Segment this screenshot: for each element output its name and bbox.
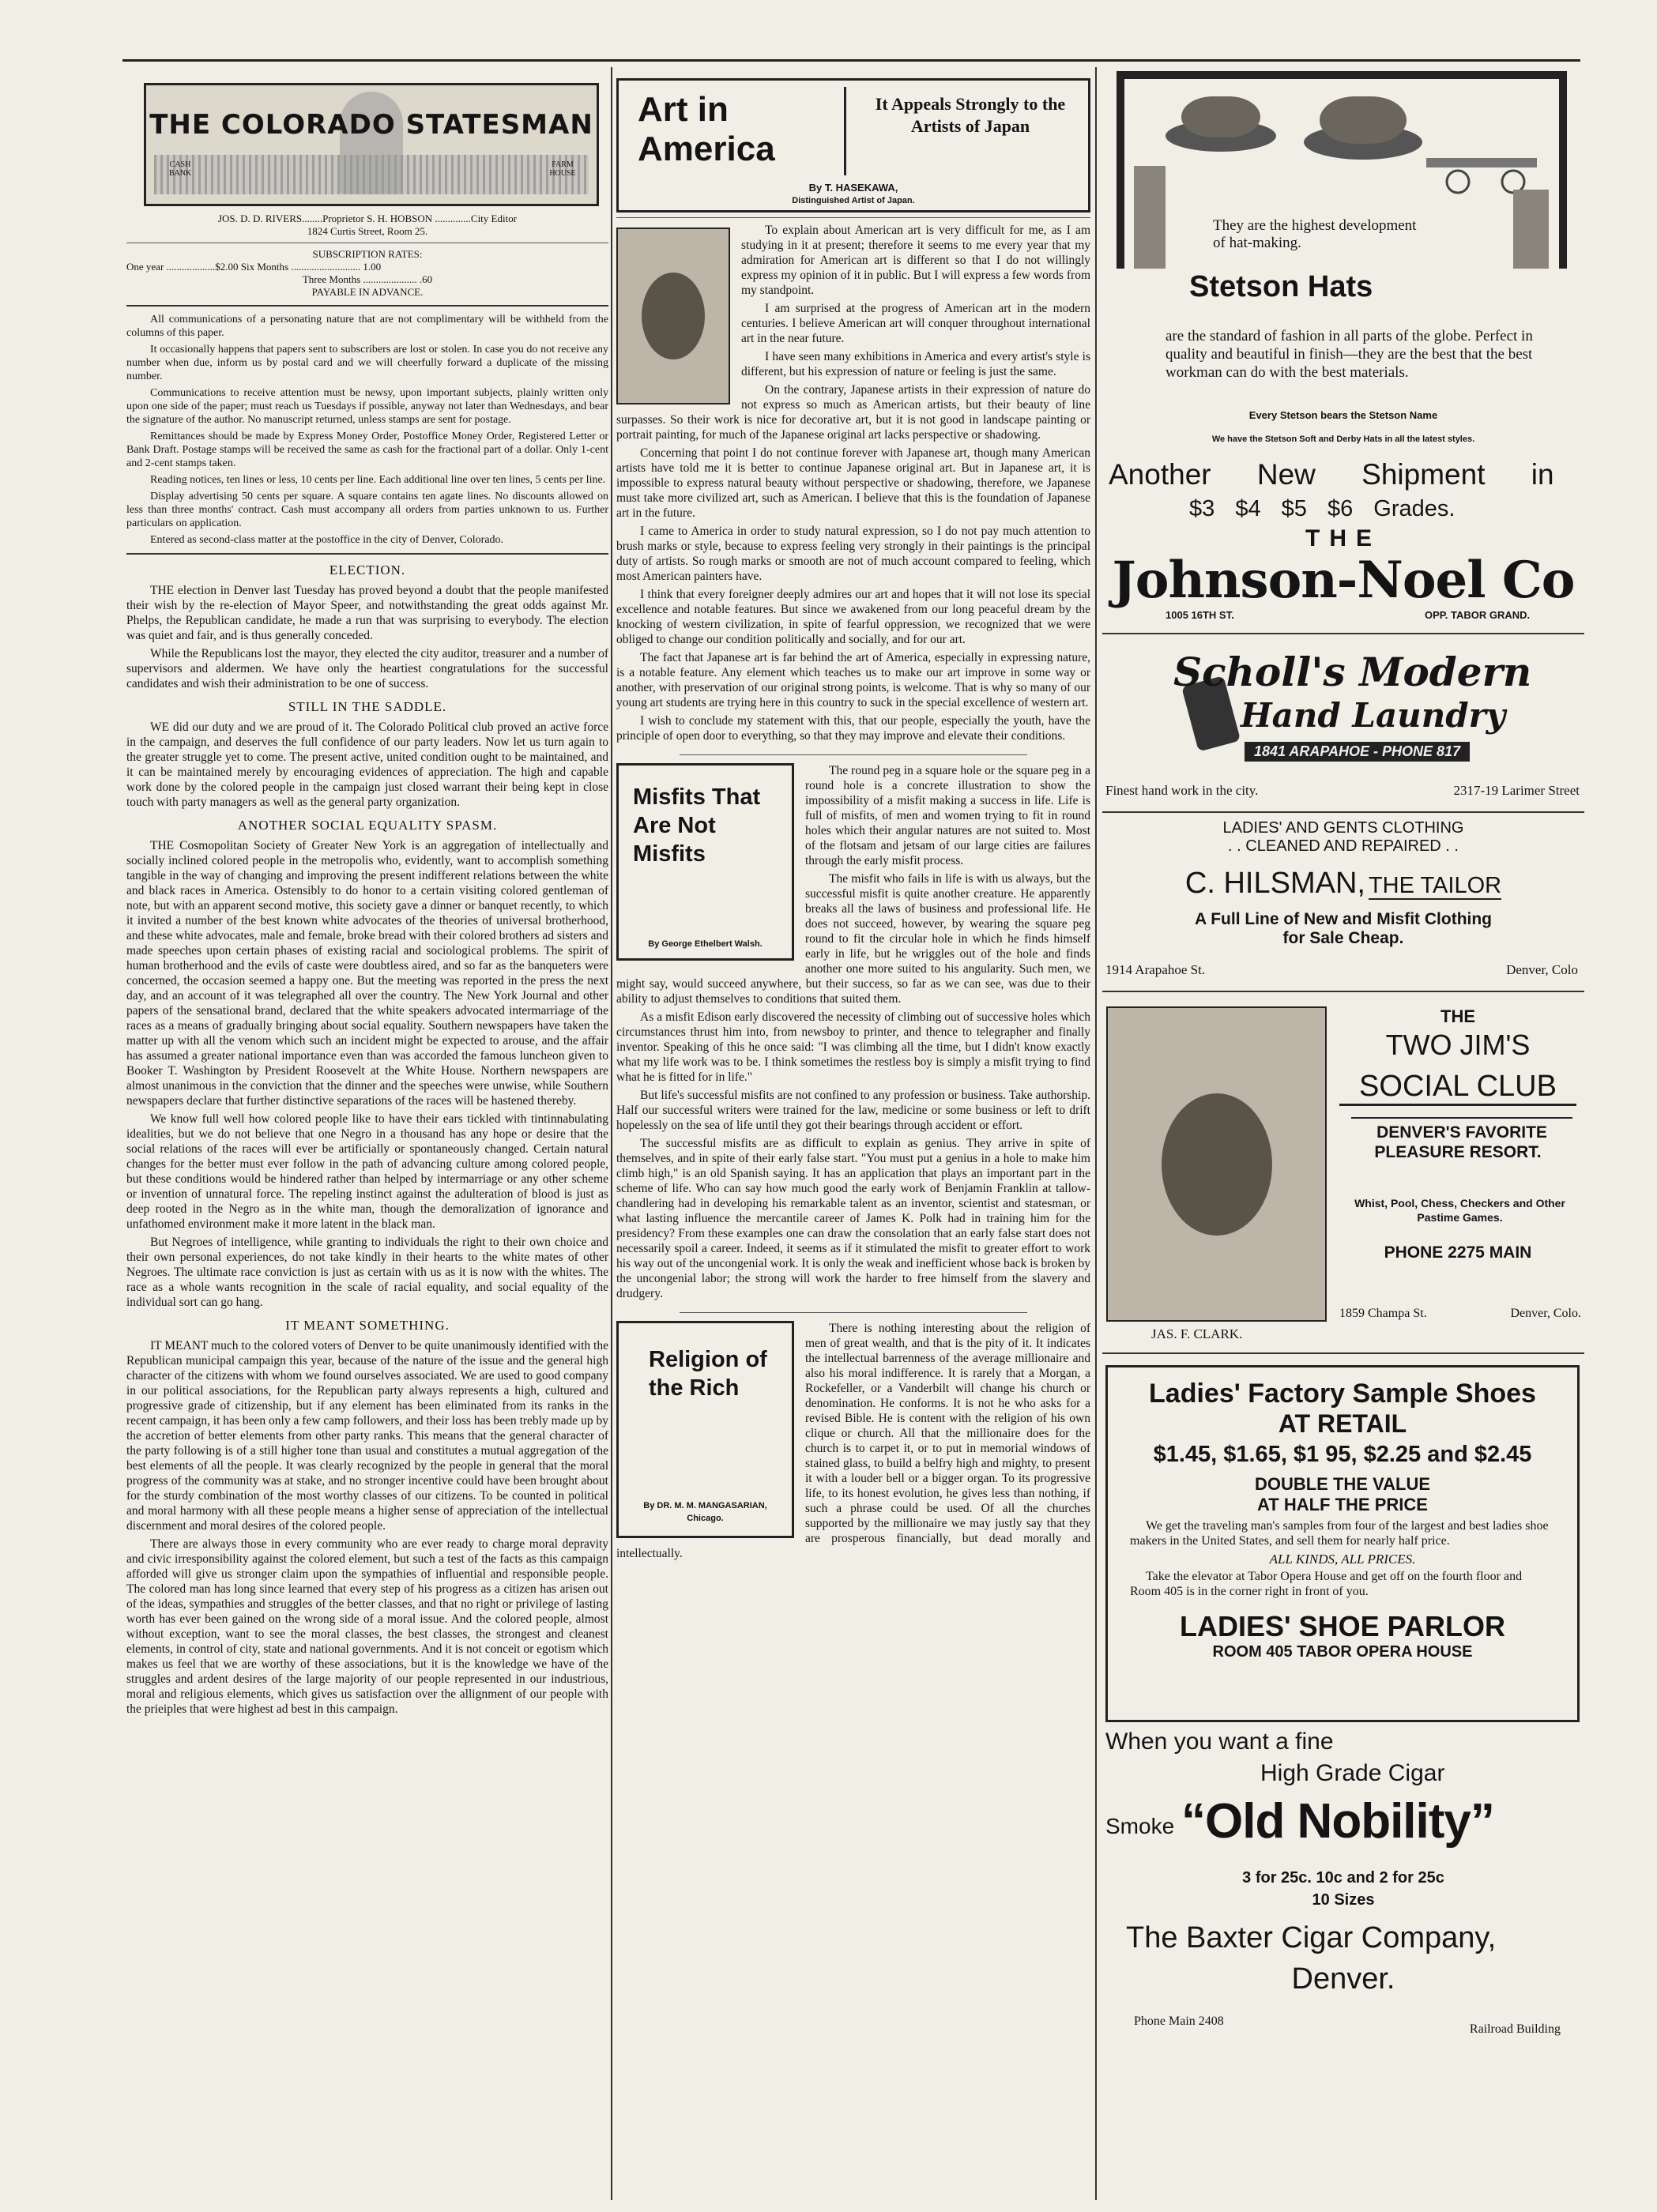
portrait-face: [642, 273, 705, 359]
article-paragraph: To explain about American art is very difficult for me, as I am studying in it at present; therefore it seems to me every year that my admiration for American art is different so that I do not willingly express my opinion of it in public. But I will express a few words from my standpoint.: [741, 224, 1090, 297]
subscription-heading: SUBSCRIPTION RATES:: [312, 248, 423, 260]
scholls-service: Hand Laundry: [1241, 696, 1506, 735]
jims-the: THE: [1440, 1006, 1475, 1026]
article-paragraph: But life's successful misfits are not confined to any profession or business. Take authorship. Half our successful writers were trained for the law, medicine or some business or left to drift hopelessly on the sea of life until they got their bearings through accident or effort.: [616, 1089, 1090, 1132]
office-address: 1824 Curtis Street, Room 25.: [307, 225, 428, 237]
notice: All communications of a personating nature that are not complimentary will be withheld from the columns of this paper.: [126, 314, 608, 339]
scholls-laundry-ad: [1102, 641, 1584, 783]
article-paragraph: The misfit who fails in life is with us always, but the successful misfit is quite another creature. He apparently breaks all the laws of business and professional life. He does not succeed, however, by wearing the square peg round to fit the circular hole in which he finds himself early in life, but he wriggles out of the hole and finds another one more suited to his angularity. Such men, we might say, would succeed anywhere, but their success, so far as we can see, was due to their ability to adjust themselves to conditions that suited them.: [616, 872, 1090, 1006]
stetson-intro: They are the highest development of hat-making.: [1213, 217, 1417, 251]
staff-line: JOS. D. D. RIVERS........Proprietor S. H. HOBSON ..............City Editor: [217, 213, 518, 224]
hilsman-line2: . . CLEANED AND REPAIRED . .: [1228, 837, 1459, 855]
editorial-heading: ELECTION.: [329, 562, 406, 577]
editorial-heading: ANOTHER SOCIAL EQUALITY SPASM.: [237, 818, 498, 833]
shoes-retail: AT RETAIL: [1278, 1409, 1407, 1438]
article-paragraph: I have seen many exhibitions in America and every artist's style is different, but his expression of nature or feeling is just the same.: [741, 350, 1090, 378]
hilsman-tailor: THE TAILOR: [1368, 873, 1502, 898]
subscription-line: Three Months ..................... .60: [302, 273, 433, 285]
cigar-company: The Baxter Cigar Company,: [1126, 1921, 1497, 1954]
hilsman-address: 1914 Arapahoe St.: [1105, 962, 1206, 977]
hilsman-footer: [1102, 962, 1584, 984]
editorial-paragraph: THE Cosmopolitan Society of Greater New York is an aggregation of intellectually and socially inclined colored people in the metropolis who, evidently, want to accomplish something tangible in the way of changing and improving the present indifferent relations between the white and black races in America. Ostensibly to do honor to a certain visiting colored gentleman of note, but with an apparent second motive, this society gave a dinner or banquet recently, to which it invited a number of the best known white advocates of the theories of universal brotherhood, and these white advocates, male and female, broke bread with their colored brothers ad sisters and made speeches upon certain phases of existing racial and sociological problems. The spirit of human brotherhood and the evils of caste were doubtless aired, and so far as the banqueters were concerned, the occasion seemed a happy one. But the meeting was reported in the press the next day, and an account of it was telegraphed all over the country. The New York Journal and other papers of the sensational brand, declared that the white speakers advocated intermarriage of the races as a means of gradually bringing about social equality. Southern newspapers have taken the matter up with all the venom which such an incident might be expected to arouse, and the affair has assumed a greater national importance even than was accorded the famous luncheon given to Booker T. Washington by President Roosevelt at the White House. Northern newspapers are almost unanimous in the conviction that the dinner and the speeches were unwise, while Southern newspapers declare that further distinctive separations of the races will be hastened thereby.: [126, 839, 608, 1108]
article-paragraph: The round peg in a square hole or the square peg in a round hole is a concrete illustration to show the impossibility of a misfit making a success in life. Life is full of misfits, of men and women trying to fit in round holes which their angular natures are not suited to. Most of the flotsam and jetsam of our large cities are failures through the early misfit process.: [805, 764, 1090, 867]
art-byline: By T. HASEKAWA,: [808, 182, 898, 194]
column-features: [616, 67, 1090, 2200]
notice: Entered as second-class matter at the postoffice in the city of Denver, Colorado.: [150, 534, 504, 546]
religion-byline-city: Chicago.: [687, 1514, 724, 1523]
stetson-title: Stetson Hats: [1189, 270, 1373, 303]
editorial-paragraph: WE did our duty and we are proud of it. The Colorado Political club proved an active force in the campaign, and deserves the full confidence of our party leaders. Now let us turn again to the greater struggle yet to come. The present active, united condition ought to be maintained, and it can be maintained merely by encouraging evidences of appreciation. The high and capable work done by the colored people in the campaign just closed warrant their being kept in close touch with party managers as well as the general party organization.: [126, 720, 608, 809]
notice: It occasionally happens that papers sent to subscribers are lost or stolen. In case you do not receive any number when due, inform us by postal card and we will cheerfully forward a duplicate of the missing number.: [126, 344, 608, 382]
grades-line: $3 $4 $5 $6 Grades.: [1189, 496, 1456, 521]
notice: Reading notices, ten lines or less, 10 cents per line. Each additional line over ten lines, 5 cents per line.: [150, 474, 606, 486]
scholls-name: Scholl's Modern: [1173, 649, 1532, 695]
shoes-parlor: LADIES' SHOE PARLOR: [1180, 1610, 1505, 1642]
notice: Display advertising 50 cents per square. A square contains ten agate lines. No discounts allowed on less than three months' contract. Cash must accompany all orders from parties unknown to us. Further particulars on application.: [126, 491, 608, 529]
editorial-paragraph: THE election in Denver last Tuesday has proved beyond a doubt that the people manifested their wish by the re-election of Mayor Speer, and notwithstanding the great odds against Mr. Phelps, the Republican candidate, he made a run that was surprising to everybody. The election was quiet and fair, and is thus generally conceded.: [126, 584, 608, 642]
cigar-building: Railroad Building: [1469, 2022, 1561, 2036]
editorial-paragraph: While the Republicans lost the mayor, they elected the city auditor, treasurer and a number of supervisors and aldermen. We have only the heartiest congratulations for the successful candidates and wish their administration to be one of success.: [126, 647, 608, 690]
article-paragraph: There is nothing interesting about the religion of men of great wealth, and that is the pity of it. It indicates the intellectual barrenness of the average millionaire and also his moral indifference. It is rarely that a Morgan, a Rockefeller, or a Vanderbilt will change his church or denomination. He conforms. It is not he who asks for a revised Bible. He is content with the religion of his own clique or church. All that the millionaire does for the church is to carpet it, or to put in memorial windows of stained glass, to build a belfry high and mighty, to present it with a louder bell or a bigger organ. To its progressive life, to its honest evolution, he gives less than nothing, if such a phrase could be used. Of all the churches supported by the millionaire we may justly say that they are prosperous financially, but dead morally and intellectually.: [616, 1322, 1090, 1560]
johnson-address: 1005 16TH ST.: [1166, 609, 1234, 621]
cigar-city: Denver.: [1291, 1962, 1395, 1996]
article-paragraph: I came to America in order to study natural expression, so I do not pay much attention to brush marks or style, because to express feeling very strongly in their paintings is the principal duty of artists. So rough marks or smooth are not of much account compared to feeling, which most American painters have.: [616, 525, 1090, 583]
art-title: Art in America: [625, 87, 846, 175]
jims-club: SOCIAL CLUB: [1339, 1070, 1576, 1106]
editorial-heading: IT MEANT SOMETHING.: [285, 1318, 450, 1333]
subscription-line: One year ...................$2.00 Six Months ........................... 1.00: [126, 261, 382, 273]
cigar-line1: When you want a fine: [1105, 1729, 1334, 1755]
editorial-paragraph: But Negroes of intelligence, while granting to individuals the right to their own choice and their own personal experiences, do not take kindly in their hearts to the white mates of other Negroes. The ultimate race conviction is just as certain with us as it is now with the whites. The race as a whole wants recognition in the scale of racial equality, and social equality of the individual sort can go hang.: [126, 1236, 608, 1309]
shoes-text: We get the traveling man's samples from four of the largest and best ladies shoe makers in the United States, and sell them for nearly half price.: [1130, 1519, 1549, 1548]
shoes-prices: $1.45, $1.65, $1 95, $2.25 and $2.45: [1153, 1442, 1532, 1467]
misfits-header: [616, 763, 794, 961]
editorial-heading: STILL IN THE SADDLE.: [288, 699, 447, 714]
misfits-byline: By George Ethelbert Walsh.: [648, 939, 763, 949]
hilsman-city: Denver, Colo: [1506, 962, 1578, 977]
subscription-line: PAYABLE IN ADVANCE.: [311, 286, 424, 298]
jims-phone: PHONE 2275 MAIN: [1384, 1243, 1532, 1262]
article-paragraph: I think that every foreigner deeply admires our art and hopes that it will not lose its special excellence and notable features. But since we awakened from our long peaceful dream by the knocking of western civilization, in spite of fearful oppression, we recognized that we were obliged to change our condition politically and socially, and for our art.: [616, 588, 1090, 646]
johnson-noel-logo: Johnson-Noel Co: [1112, 551, 1575, 610]
article-paragraph: On the contrary, Japanese artists in their expression of nature do not express so much as American artists, but their beauty of line surpasses. So their work is nice for decorative art, but it is not good in landscape painting or portrait painting, for much of the Japanese original art lacks perspective or shadowing.: [616, 383, 1090, 442]
column-advertisements: [1102, 67, 1584, 2200]
stetson-ad: [1102, 67, 1584, 458]
religion-byline: By DR. M. M. MANGASARIAN,: [643, 1501, 767, 1510]
jims-city: Denver, Colo.: [1510, 1307, 1581, 1320]
cigar-ad: [1102, 1729, 1584, 2060]
scholls-address: 1841 ARAPAHOE - PHONE 817: [1245, 742, 1470, 762]
johnson-location: OPP. TABOR GRAND.: [1425, 609, 1531, 621]
masthead-title: THE COLORADO STATESMAN: [149, 109, 593, 141]
religion-header: [616, 1321, 794, 1538]
scholls-tagline: Finest hand work in the city.: [1105, 783, 1259, 798]
jims-address: 1859 Champa St.: [1339, 1307, 1427, 1320]
cigar-prices: 3 for 25c. 10c and 2 for 25c: [1242, 1869, 1444, 1887]
hilsman-name: C. HILSMAN,: [1184, 867, 1365, 900]
stetson-styles: We have the Stetson Soft and Derby Hats in all the latest styles.: [1211, 434, 1475, 444]
hilsman-name-row: [1102, 867, 1584, 901]
column-rule: [611, 67, 612, 2200]
art-subtitle: It Appeals Strongly to the Artists of Japan: [875, 94, 1066, 136]
cigar-sizes: 10 Sizes: [1312, 1891, 1375, 1909]
misfits-title: Misfits That Are Not Misfits: [633, 784, 761, 867]
article-paragraph: Concerning that point I do not continue forever with Japanese art, though many American artists have told me it is better to continue Japanese original art. But in Japanese art, it is impossible to express natural beauty without perspective or shadowing, therefore, we Japanese must take more civilized art, such as American. I believe that this is the foundation of Japanese art in the future.: [616, 446, 1090, 520]
jims-resort: PLEASURE RESORT.: [1374, 1143, 1542, 1161]
stetson-name: Every Stetson bears the Stetson Name: [1248, 409, 1438, 421]
masthead-right-label: FARM HOUSE: [549, 160, 576, 178]
article-paragraph: I am surprised at the progress of American art in the modern centuries. I believe American art will conquer throughout international art in the near future.: [741, 302, 1090, 345]
publisher-notices: [126, 313, 608, 547]
top-rule: [122, 59, 1580, 62]
portrait-face: [1162, 1093, 1272, 1236]
portrait-hasekawa: [616, 228, 730, 404]
jims-favorite: DENVER'S FAVORITE: [1351, 1117, 1572, 1142]
johnson-address-row: [1102, 609, 1584, 626]
hilsman-line4: for Sale Cheap.: [1282, 929, 1404, 947]
masthead-left-label: CASH BANK: [168, 160, 192, 178]
article-paragraph: I wish to conclude my statement with this, that our people, especially the youth, have the principle of open door to everything, so that they may improve and elevate their conditions.: [616, 714, 1090, 743]
masthead: [144, 83, 599, 206]
shoes-directions: Take the elevator at Tabor Opera House and get off on the fourth floor and Room 405 is in the corner right in front of you.: [1130, 1570, 1523, 1598]
article-paragraph: As a misfit Edison early discovered the necessity of climbing out of successive holes which circumstances thrust him into, from newsboy to printer, and thence to telegrapher and finally inventor. Speaking of this he once said: "I was climbing all the time, but I didn't know exactly what my life work was to be. I think sometimes the restless boy is simply a misfit trying to find what he is fitted for in life.": [616, 1010, 1090, 1084]
column-rule: [1095, 67, 1097, 2200]
portrait-clark: [1106, 1006, 1327, 1322]
cigar-phone: Phone Main 2408: [1134, 2014, 1224, 2028]
jims-games: Whist, Pool, Chess, Checkers and Other Pastime Games.: [1354, 1197, 1565, 1224]
article-paragraph: The fact that Japanese art is far behind the art of America, especially in expressing nature, is a notable feature. Any element which teaches us to make our art improve in some way or another, with preservation of our original strong points, is welcome. That is why so many of our young art students are trying here in this country to suck in the special excellence of western art.: [616, 651, 1090, 709]
column-editorial: [126, 67, 608, 2200]
shipment-line: Another New Shipment in: [1109, 458, 1554, 491]
editorial-paragraph: We know full well how colored people like to have their ears tickled with tintinnabulating idealities, but we do not believe that one Negro in a thousand has any hope or desire that the social relations of the races will ever be artificially or spontaneously changed. Certain natural changes for the better must ever follow in the path of advancing culture among colored people, but these conditions would be hindered rather than helped by intermarriage or any other scheme or invention of unnatural force. The repeling instinct against the adulteration of blood is just as deep rooted in the Negro as in the white man, though the demoralization of ignorance and unfathomed environment make it more latent in the black man.: [126, 1112, 608, 1231]
scholls-street: 2317-19 Larimer Street: [1453, 783, 1580, 798]
notice: Remittances should be made by Express Money Order, Postoffice Money Order, Registered Letter or Bank Draft. Postage stamps will be received the same as cash for the fractional part of a dollar. Only 1-cent and 2-cent stamps taken.: [126, 431, 608, 469]
editorial-paragraph: There are always those in every community who are ever ready to charge moral depravity and civic irresponsibility against the colored element, but such a test of the facts as this campaign afforded will give us stronger claim upon the sympathies of influential and responsible people. The colored man has long since learned that every step of his progress as a citizen has arisen out of the ideas, sympathies and struggles of the better classes, and that no right or privilege of lasting worth has ever been gained on the wrong side of a moral issue. And the colored people, almost without exception, want to see the moral classes, the best classes, the strongest and cleanest elements, in control of city, state and national governments. And it is not conceit or egotism which makes us feel that we are worthy of these associations, but it is the knowledge we have of the struggles and ardent desires of the large majority of our people represented in our industrious, moral and religious elements, which gives us satisfaction over the allignment of our people with the prieiples that were highest ad best in this campaign.: [126, 1537, 608, 1716]
shoes-price-half: AT HALF THE PRICE: [1257, 1495, 1428, 1514]
art-byline-title: Distinguished Artist of Japan.: [792, 196, 915, 205]
jims-name: TWO JIM'S: [1385, 1029, 1531, 1061]
shoe-parlor-ad: [1105, 1365, 1580, 1722]
two-jims-ad: [1102, 999, 1584, 1346]
shoes-title: Ladies' Factory Sample Shoes: [1149, 1379, 1536, 1409]
art-in-america-header: [616, 78, 1090, 213]
hilsman-line1: LADIES' AND GENTS CLOTHING: [1222, 819, 1464, 837]
masthead-figure: [340, 92, 403, 194]
scholls-footer: [1102, 783, 1584, 805]
cigar-brand: “Old Nobility”: [1181, 1794, 1494, 1849]
cigar-smoke: Smoke: [1105, 1814, 1175, 1838]
shoes-value: DOUBLE THE VALUE: [1254, 1474, 1431, 1494]
religion-title: Religion of the Rich: [649, 1347, 767, 1401]
portrait-caption: JAS. F. CLARK.: [1151, 1326, 1243, 1341]
article-paragraph: The successful misfits are as difficult to explain as genius. They arrive in spite of themselves, and in spite of their early false start. "You must put a genius in a hole to make him climb high," is an old Spanish saying. It has an application that plays an important part in the scheme of life. Who can say how much good the early work of Benjamin Franklin at tallow-chandlering had in developing his remarkable talent as an inventor, scientist and statesman, or what lasting influence the mercantile career of James K. Polk had in training him for the presidency? From these examples one can draw the consolation that an early false start does not necessarily spoil a career. Indeed, it seems as if it stimulated the misfit to greater effort to work his way out of the uncongenial work. It is only the weak and inefficient whose back is broken by the uncongenial labor; the strong will work the harder to free himself from the slavery and drudgery.: [616, 1137, 1090, 1300]
stetson-text: are the standard of fashion in all parts of the globe. Perfect in quality and beautiful in finish—they are the best that the best workman can do with the best materials.: [1166, 328, 1533, 381]
editorial-paragraph: IT MEANT much to the colored voters of Denver to be quite unanimously identified with the Republican municipal campaign this year, because of the nature of the issue and the general high character of the citizens with whom we found ourselves associated. We are used to good company in our political associations, for the Republican party always represents a high, cultured and progressive grade of citizenship, but if any element has been eliminated from its ranks in the recent campaign, it has been only a few camp followers, and their loss has been trebly made up by the accretion of better elements from other party ranks. This means that the general character of the party following is of a still higher tone than usual and constitutes a mutual aggregation of the best elements of all the people. It was clearly recognized by the people in general that the moral progress of the community was at stake, and no stronger incentive could have been brought about for the sturdy combination of the most worthy classes of our citizens. To be counted in political and moral harmony with all these people means a higher sense of appreciation of the intellectual discernment and moral desires of the colored people.: [126, 1339, 608, 1533]
shoes-kinds: ALL KINDS, ALL PRICES.: [1269, 1552, 1416, 1567]
cigar-line2: High Grade Cigar: [1260, 1760, 1445, 1786]
shoes-room: ROOM 405 TABOR OPERA HOUSE: [1212, 1643, 1473, 1661]
notice: Communications to receive attention must be newsy, upon important subjects, plainly written only upon one side of the paper; must reach us Tuesdays if possible, anyway not later than Wednesdays, and bear the signature of the author. No manuscript returned, unless stamps are sent for postage.: [126, 387, 608, 426]
hilsman-line3: A Full Line of New and Misfit Clothing: [1194, 910, 1493, 928]
johnson-the: THE: [1305, 525, 1381, 551]
